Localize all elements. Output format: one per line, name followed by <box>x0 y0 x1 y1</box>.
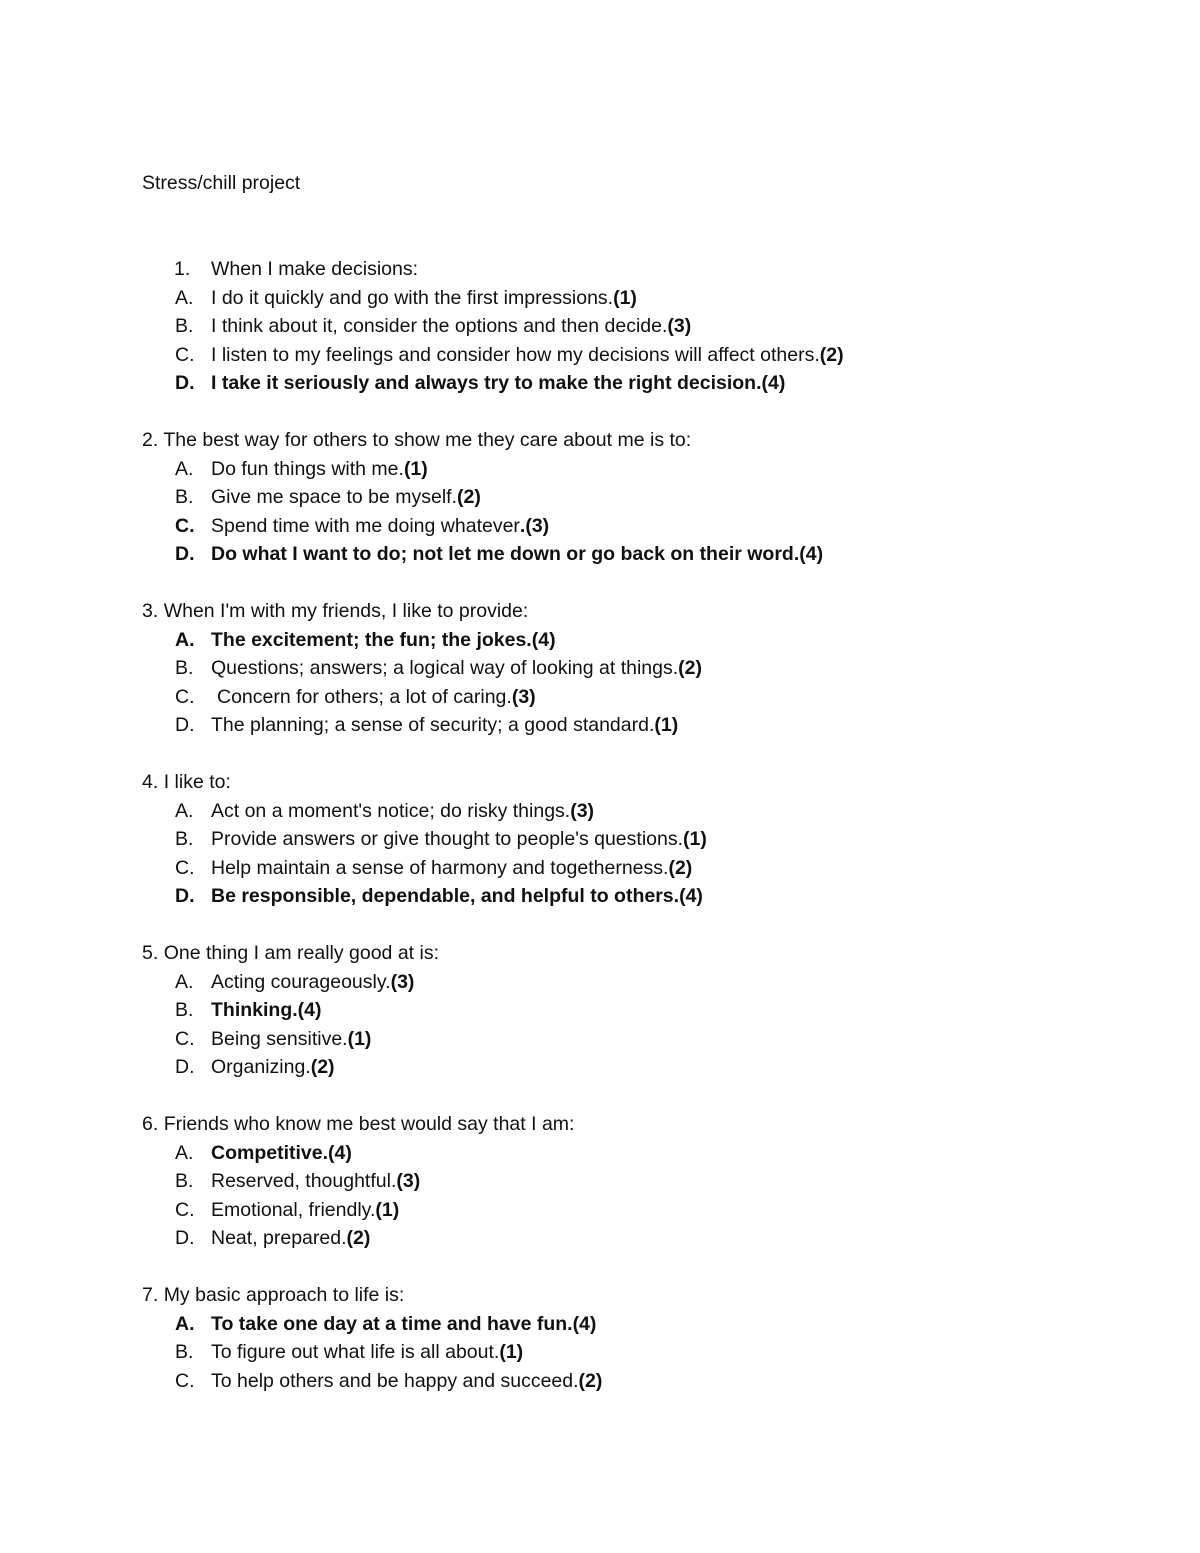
option-c <box>0 341 1200 370</box>
option-score: (1) <box>403 457 428 480</box>
option-letter: A. <box>175 970 194 993</box>
question-3 <box>0 597 1200 740</box>
option-letter: C. <box>175 1369 195 1392</box>
option-letter: A. <box>175 457 194 480</box>
option-letter: C. <box>175 1198 195 1221</box>
question-1 <box>0 255 1200 398</box>
option-c <box>0 512 1200 541</box>
option-letter: D. <box>175 543 195 565</box>
option-letter: C. <box>175 343 195 366</box>
option-text: I take it seriously and always try to make the right decision. <box>211 372 762 394</box>
option-text: Concern for others; a lot of caring. <box>217 685 512 708</box>
option-text: Competitive <box>211 1141 323 1164</box>
option-b <box>0 654 1200 683</box>
option-text: I do it quickly and go with the first impressions. <box>211 286 614 309</box>
option-c <box>0 683 1200 712</box>
option-score: (4) <box>572 1312 597 1335</box>
option-score: (1) <box>347 1027 372 1050</box>
question-number: 6. <box>142 1113 159 1135</box>
question-prompt: One thing I am really good at is: <box>163 942 440 964</box>
option-d <box>0 1224 1200 1253</box>
question-list <box>0 255 1200 1424</box>
option-text: Organizing. <box>211 1056 311 1078</box>
option-c <box>0 1025 1200 1054</box>
option-a <box>0 1139 1200 1168</box>
question-number: 3. <box>142 600 159 622</box>
option-letter: C. <box>175 1027 195 1050</box>
question-prompt: When I'm with my friends, I like to provide: <box>163 600 529 622</box>
option-score: (3) <box>667 315 692 337</box>
option-score: (3) <box>396 1170 421 1192</box>
option-score: (1) <box>613 286 637 309</box>
option-letter: B. <box>175 315 194 337</box>
option-score: (3) <box>511 685 536 708</box>
question-prompt: I like to: <box>163 771 231 793</box>
option-c <box>0 1367 1200 1396</box>
option-d <box>0 369 1200 398</box>
option-letter: C. <box>175 685 195 708</box>
option-score: (3) <box>570 799 595 822</box>
option-d <box>0 1053 1200 1082</box>
option-text: The excitement; the fun; the jokes. <box>211 628 532 651</box>
option-b <box>0 483 1200 512</box>
option-score: (2) <box>346 1227 371 1249</box>
option-text: Help maintain a sense of harmony and togetherness. <box>211 856 669 879</box>
option-text: The planning; a sense of security; a good standard. <box>211 714 655 736</box>
option-letter: A. <box>175 286 194 309</box>
option-text: Give me space to be myself. <box>211 486 458 508</box>
question-6 <box>0 1110 1200 1253</box>
option-letter: B. <box>175 828 194 850</box>
option-score: (2) <box>819 343 844 366</box>
option-b <box>0 996 1200 1025</box>
question-number: 4. <box>142 771 159 793</box>
option-c <box>0 854 1200 883</box>
option-score: (2) <box>678 657 703 679</box>
question-5 <box>0 939 1200 1082</box>
option-score: (2) <box>578 1369 603 1392</box>
option-text: To figure out what life is all about. <box>211 1341 500 1363</box>
option-score: (4) <box>679 885 703 907</box>
option-letter: B. <box>175 486 194 508</box>
option-text: Spend time with me doing whatever <box>211 514 520 537</box>
question-number: 5. <box>142 942 159 964</box>
option-d <box>0 540 1200 569</box>
option-score: (4) <box>761 372 786 394</box>
option-score: .(3) <box>519 514 550 537</box>
option-b <box>0 1338 1200 1367</box>
option-text: Reserved, thoughtful. <box>211 1170 397 1192</box>
option-text: I think about it, consider the options and then decide. <box>211 315 668 337</box>
option-a <box>0 284 1200 313</box>
document-title: Stress/chill project <box>142 172 301 194</box>
option-text: To help others and be happy and succeed. <box>211 1369 579 1392</box>
option-text: Being sensitive. <box>211 1027 348 1050</box>
option-score: (4) <box>799 543 824 565</box>
option-text: I listen to my feelings and consider how my decisions will affect others. <box>211 343 820 366</box>
option-letter: B. <box>175 1341 194 1363</box>
option-letter: C. <box>175 514 195 537</box>
option-letter: A. <box>175 1141 194 1164</box>
option-a <box>0 455 1200 484</box>
option-b <box>0 1167 1200 1196</box>
option-letter: D. <box>175 1056 195 1078</box>
option-text: Provide answers or give thought to people's questions. <box>211 828 684 850</box>
option-score: (2) <box>668 856 693 879</box>
option-score: .(4) <box>322 1141 352 1164</box>
option-score: .(4) <box>292 999 322 1021</box>
option-text: To take one day at a time and have fun. <box>211 1312 573 1335</box>
option-text: Act on a moment's notice; do risky things. <box>211 799 571 822</box>
question-number: 1. <box>174 258 191 280</box>
option-d <box>0 711 1200 740</box>
option-letter: A. <box>175 628 195 651</box>
option-d <box>0 882 1200 911</box>
option-letter: A. <box>175 1312 195 1335</box>
option-a <box>0 968 1200 997</box>
option-a <box>0 1310 1200 1339</box>
question-number: 7. <box>142 1284 159 1306</box>
option-letter: D. <box>175 885 195 907</box>
option-letter: B. <box>175 657 194 679</box>
option-b <box>0 312 1200 341</box>
option-text: Thinking <box>211 999 293 1021</box>
option-score: (1) <box>499 1341 524 1363</box>
question-2 <box>0 426 1200 569</box>
option-score: (1) <box>375 1198 400 1221</box>
question-number: 2. <box>142 429 159 451</box>
option-text: Questions; answers; a logical way of looking at things. <box>211 657 679 679</box>
option-text: Acting courageously. <box>211 970 391 993</box>
option-text: Do fun things with me. <box>211 457 404 480</box>
option-text: Be responsible, dependable, and helpful to others. <box>211 885 680 907</box>
question-prompt: Friends who know me best would say that I am: <box>163 1113 575 1135</box>
option-score: (4) <box>531 628 556 651</box>
question-prompt: When I make decisions: <box>211 258 419 280</box>
question-7 <box>0 1281 1200 1395</box>
option-text: Neat, prepared. <box>211 1227 347 1249</box>
option-letter: D. <box>175 1227 195 1249</box>
option-score: (3) <box>390 970 415 993</box>
option-a <box>0 797 1200 826</box>
question-prompt: My basic approach to life is: <box>163 1284 405 1306</box>
question-prompt: The best way for others to show me they care about me is to: <box>163 429 692 451</box>
option-a <box>0 626 1200 655</box>
option-score: (1) <box>654 714 679 736</box>
option-letter: D. <box>175 372 195 394</box>
question-4 <box>0 768 1200 911</box>
option-text: Emotional, friendly. <box>211 1198 376 1221</box>
option-score: (2) <box>310 1056 335 1078</box>
option-letter: B. <box>175 999 194 1021</box>
option-score: (1) <box>683 828 707 850</box>
option-c <box>0 1196 1200 1225</box>
option-b <box>0 825 1200 854</box>
option-text: Do what I want to do; not let me down or go back on their word. <box>211 543 800 565</box>
option-letter: B. <box>175 1170 194 1192</box>
option-score: (2) <box>457 486 481 508</box>
option-letter: A. <box>175 799 194 822</box>
option-letter: D. <box>175 714 195 736</box>
option-letter: C. <box>175 856 195 879</box>
